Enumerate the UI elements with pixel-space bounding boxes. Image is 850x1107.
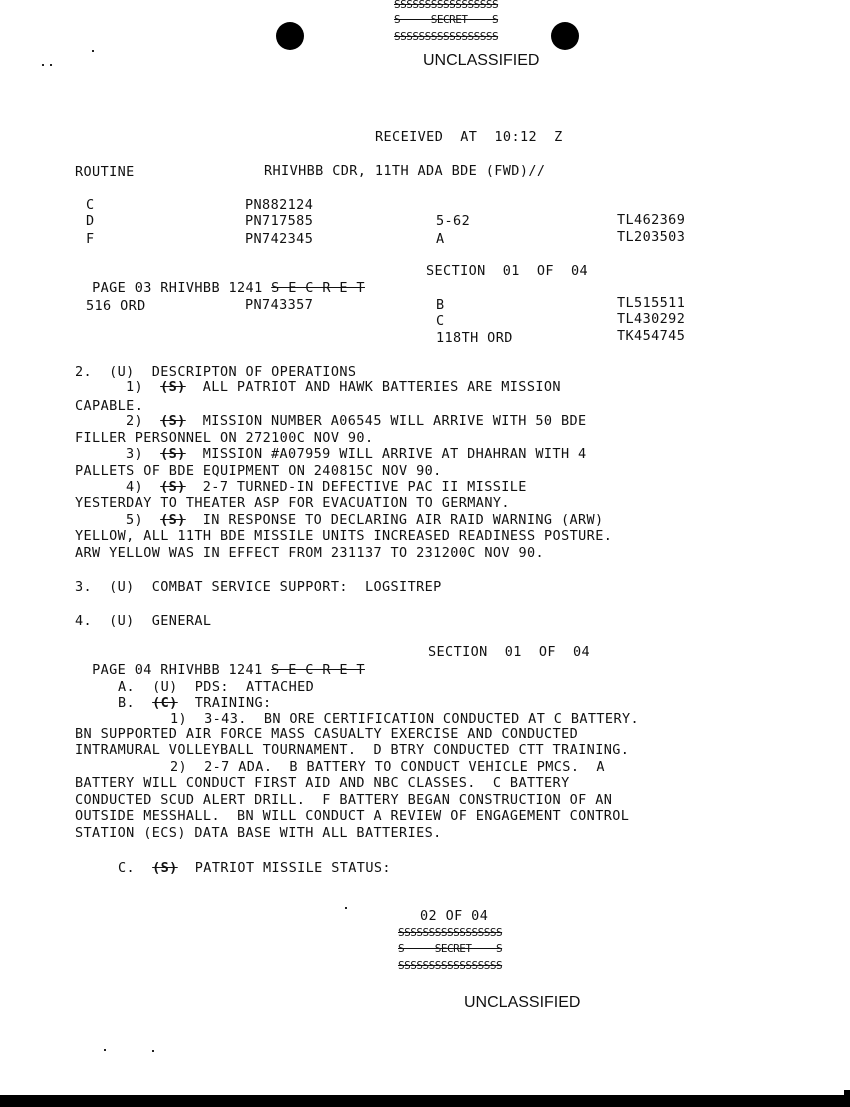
speck [152, 1050, 154, 1052]
classification-mark: (S) [160, 479, 186, 495]
desig-cell: B [436, 297, 445, 313]
originator: RHIVHBB CDR, 11TH ADA BDE (FWD)// [264, 163, 546, 179]
item-number: 3) [126, 446, 144, 462]
grid-cell: TK454745 [617, 328, 686, 344]
item-number: 1) [126, 379, 144, 395]
item-text: 3-43. BN ORE CERTIFICATION CONDUCTED AT C BATTERY. [204, 711, 640, 727]
section-label: SECTION 01 OF 04 [428, 644, 591, 660]
item-text: PATRIOT MISSILE STATUS: [194, 860, 391, 876]
desig-cell: 118TH ORD [436, 330, 513, 346]
ref-cell: PN717585 [245, 213, 314, 229]
item-label: A. [118, 679, 136, 695]
item-text: MISSION #A07959 WILL ARRIVE AT DHAHRAN WITH 4 [202, 446, 587, 462]
page-header [75, 264, 365, 296]
item-number: 2) [126, 413, 144, 429]
item-continuation: BN SUPPORTED AIR FORCE MASS CASUALTY EXERCISE AND CONDUCTED [75, 726, 579, 742]
item-text: MISSION NUMBER A06545 WILL ARRIVE WITH 50 BDE [202, 413, 587, 429]
ops-item [126, 379, 561, 395]
ops-item [126, 446, 587, 462]
grid-cell: TL462369 [617, 212, 686, 228]
ops-item [126, 512, 604, 528]
ref-cell: PN742345 [245, 231, 314, 247]
punch-hole-right [551, 22, 579, 50]
general-item-b [118, 695, 272, 711]
general-item-a [118, 679, 314, 695]
item-text: IN RESPONSE TO DECLARING AIR RAID WARNING (ARW) [202, 512, 604, 528]
item-continuation: STATION (ECS) DATA BASE WITH ALL BATTERIES. [75, 825, 442, 841]
training-item [170, 711, 639, 727]
item-continuation: YELLOW, ALL 11TH BDE MISSILE UNITS INCREASED READINESS POSTURE. [75, 528, 613, 544]
classification-mark: (S) [152, 860, 178, 876]
section-heading: 4. (U) GENERAL [75, 613, 212, 629]
item-continuation: BATTERY WILL CONDUCT FIRST AID AND NBC CLASSES. C BATTERY [75, 775, 570, 791]
section-heading: 2. (U) DESCRIPTON OF OPERATIONS [75, 364, 357, 380]
item-text: TRAINING: [194, 695, 272, 711]
page-header-id: PAGE 03 RHIVHBB 1241 [92, 280, 263, 296]
general-item-c [118, 860, 391, 876]
unit-cell: F [86, 231, 95, 247]
struck-marking-top-1: SSSSSSSSSSSSSSSSS [394, 0, 499, 11]
item-text: 2-7 ADA. B BATTERY TO CONDUCT VEHICLE PMCS. A [204, 759, 605, 775]
speck [42, 64, 44, 66]
item-label: B. [118, 695, 136, 711]
item-number: 4) [126, 479, 144, 495]
struck-classification: S E C R E T [271, 662, 365, 678]
received-time: RECEIVED AT 10:12 Z [375, 129, 563, 145]
ops-item [126, 413, 587, 429]
item-number: 2) [170, 759, 188, 775]
unit-cell: D [86, 213, 95, 229]
speck [345, 907, 347, 909]
item-continuation: YESTERDAY TO THEATER ASP FOR EVACUATION TO GERMANY. [75, 495, 510, 511]
item-continuation: CAPABLE. [75, 398, 144, 414]
speck [92, 50, 94, 52]
classification-mark: (S) [160, 413, 186, 429]
struck-marking-top-2: S SECRET S [394, 13, 499, 26]
ops-item [126, 479, 527, 495]
struck-marking-top-3: SSSSSSSSSSSSSSSSS [394, 30, 499, 43]
page-header [75, 646, 365, 678]
scan-edge-right [844, 1090, 850, 1107]
punch-hole-left [276, 22, 304, 50]
item-continuation: INTRAMURAL VOLLEYBALL TOURNAMENT. D BTRY CONDUCTED CTT TRAINING. [75, 742, 630, 758]
grid-cell: TL203503 [617, 229, 686, 245]
section-label: SECTION 01 OF 04 [426, 263, 589, 279]
item-text: 2-7 TURNED-IN DEFECTIVE PAC II MISSILE [202, 479, 527, 495]
desig-cell: C [436, 313, 445, 329]
desig-cell: 5-62 [436, 213, 471, 229]
struck-marking-bottom-3: SSSSSSSSSSSSSSSSS [398, 959, 503, 972]
page-header-id: PAGE 04 RHIVHBB 1241 [92, 662, 263, 678]
item-continuation: CONDUCTED SCUD ALERT DRILL. F BATTERY BEGAN CONSTRUCTION OF AN [75, 792, 613, 808]
ref-cell: PN743357 [245, 297, 314, 313]
unit-cell: C [86, 197, 95, 213]
item-number: 5) [126, 512, 144, 528]
precedence: ROUTINE [75, 164, 135, 180]
item-continuation: FILLER PERSONNEL ON 272100C NOV 90. [75, 430, 374, 446]
ref-cell: PN882124 [245, 197, 314, 213]
classification-mark: (S) [160, 446, 186, 462]
section-heading: 3. (U) COMBAT SERVICE SUPPORT: LOGSITREP [75, 579, 442, 595]
struck-classification: S E C R E T [271, 280, 365, 296]
speck [104, 1049, 106, 1051]
classification-top: UNCLASSIFIED [423, 52, 540, 69]
item-continuation: ARW YELLOW WAS IN EFFECT FROM 231137 TO 231200C NOV 90. [75, 545, 545, 561]
item-number: 1) [170, 711, 188, 727]
desig-cell: A [436, 231, 445, 247]
scan-edge-bottom [0, 1095, 850, 1107]
item-continuation: PALLETS OF BDE EQUIPMENT ON 240815C NOV 90. [75, 463, 442, 479]
struck-marking-bottom-1: SSSSSSSSSSSSSSSSS [398, 926, 503, 939]
grid-cell: TL515511 [617, 295, 686, 311]
classification-mark: (U) [152, 679, 178, 695]
item-text: ALL PATRIOT AND HAWK BATTERIES ARE MISSION [202, 379, 561, 395]
speck [50, 64, 52, 66]
classification-mark: (C) [152, 695, 178, 711]
classification-mark: (S) [160, 512, 186, 528]
unit-cell: 516 ORD [86, 298, 146, 314]
classification-bottom: UNCLASSIFIED [464, 994, 581, 1011]
item-continuation: OUTSIDE MESSHALL. BN WILL CONDUCT A REVIEW OF ENGAGEMENT CONTROL [75, 808, 630, 824]
item-text: PDS: ATTACHED [194, 679, 315, 695]
training-item [170, 759, 605, 775]
page-count: 02 OF 04 [420, 908, 489, 924]
grid-cell: TL430292 [617, 311, 686, 327]
struck-marking-bottom-2: S SECRET S [398, 942, 503, 955]
classification-mark: (S) [160, 379, 186, 395]
item-label: C. [118, 860, 136, 876]
